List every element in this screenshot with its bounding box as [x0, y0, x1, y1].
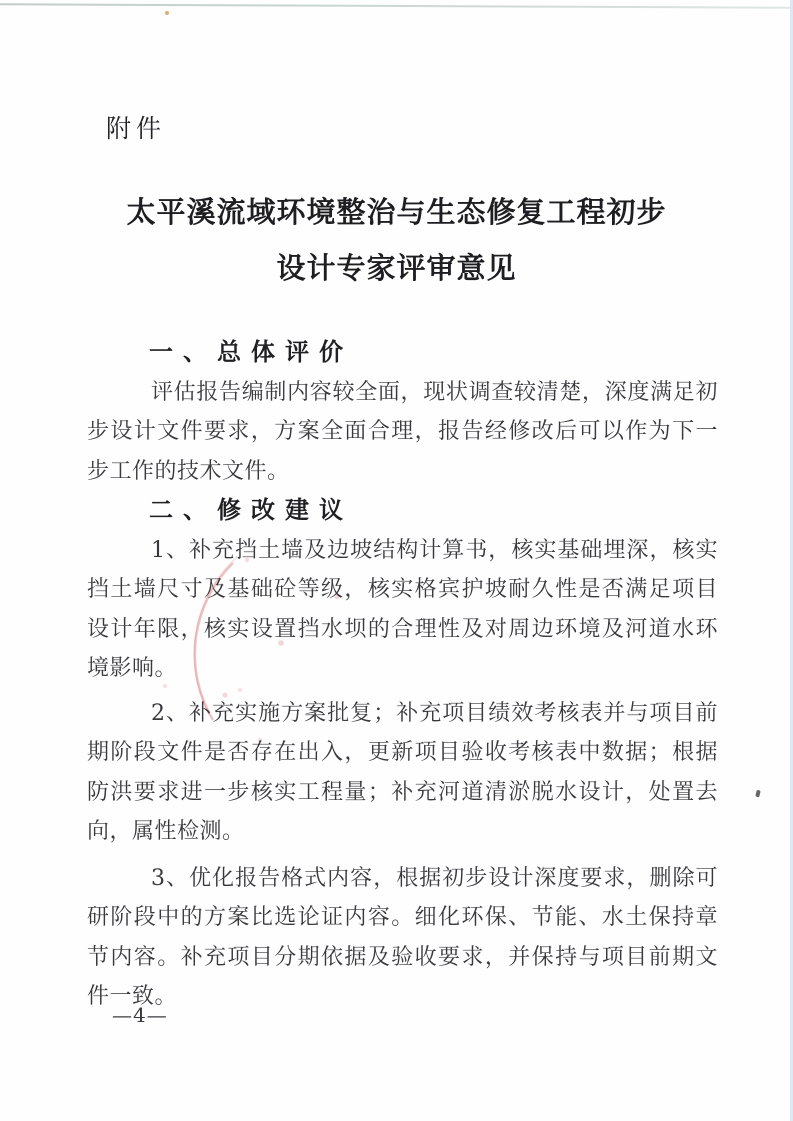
paragraph-line: 向，属性检测。	[87, 819, 245, 844]
paragraph-line: 件一致。	[87, 984, 178, 1009]
page-number: —4—	[112, 1003, 168, 1027]
paragraph	[87, 694, 718, 852]
section-heading: 二、修改建议	[149, 496, 353, 524]
paragraph-line: 评估报告编制内容较全面，现状调查较清楚，深度满足初	[151, 379, 718, 405]
section-heading: 一、总体评价	[149, 338, 353, 366]
paragraph	[87, 859, 718, 1017]
scan-edge-top-line	[0, 3, 793, 9]
paragraph-line: 防洪要求进一步核实工程量；补充河道清淤脱水设计，处置去	[87, 779, 718, 805]
document-title-line-1: 太平溪流域环境整治与生态修复工程初步	[126, 195, 667, 229]
paragraph	[87, 531, 718, 689]
document-body	[87, 333, 718, 1017]
attachment-label: 附件	[106, 114, 167, 143]
document-title-line-2: 设计专家评审意见	[276, 251, 517, 285]
scan-speck	[755, 790, 761, 798]
paragraph-line: 设计年限，核实设置挡水坝的合理性及对周边环境及河道水环	[87, 616, 718, 642]
paragraph-line: 境影响。	[87, 656, 178, 681]
paragraph-line: 挡土墙尺寸及基础砼等级，核实格宾护坡耐久性是否满足项目	[87, 577, 718, 602]
paragraph-line: 节内容。补充项目分期依据及验收要求，并保持与项目前期文	[87, 944, 718, 970]
paragraph-line: 1、补充挡土墙及边坡结构计算书，核实基础埋深，核实	[151, 537, 718, 563]
paragraph	[87, 373, 718, 492]
paragraph-line: 研阶段中的方案比选论证内容。细化环保、节能、水土保持章	[87, 905, 718, 930]
paragraph-line: 2、补充实施方案批复；补充项目绩效考核表并与项目前	[151, 700, 718, 726]
paragraph-line: 3、优化报告格式内容，根据初步设计深度要求，删除可	[151, 865, 718, 891]
document-title	[0, 184, 793, 296]
paragraph-line: 步工作的技术文件。	[87, 458, 290, 484]
paragraph-line: 期阶段文件是否存在出入，更新项目验收考核表中数据；根据	[87, 740, 718, 765]
scan-speck	[165, 11, 169, 15]
paragraph-line: 步设计文件要求，方案全面合理，报告经修改后可以作为下一	[87, 419, 718, 444]
